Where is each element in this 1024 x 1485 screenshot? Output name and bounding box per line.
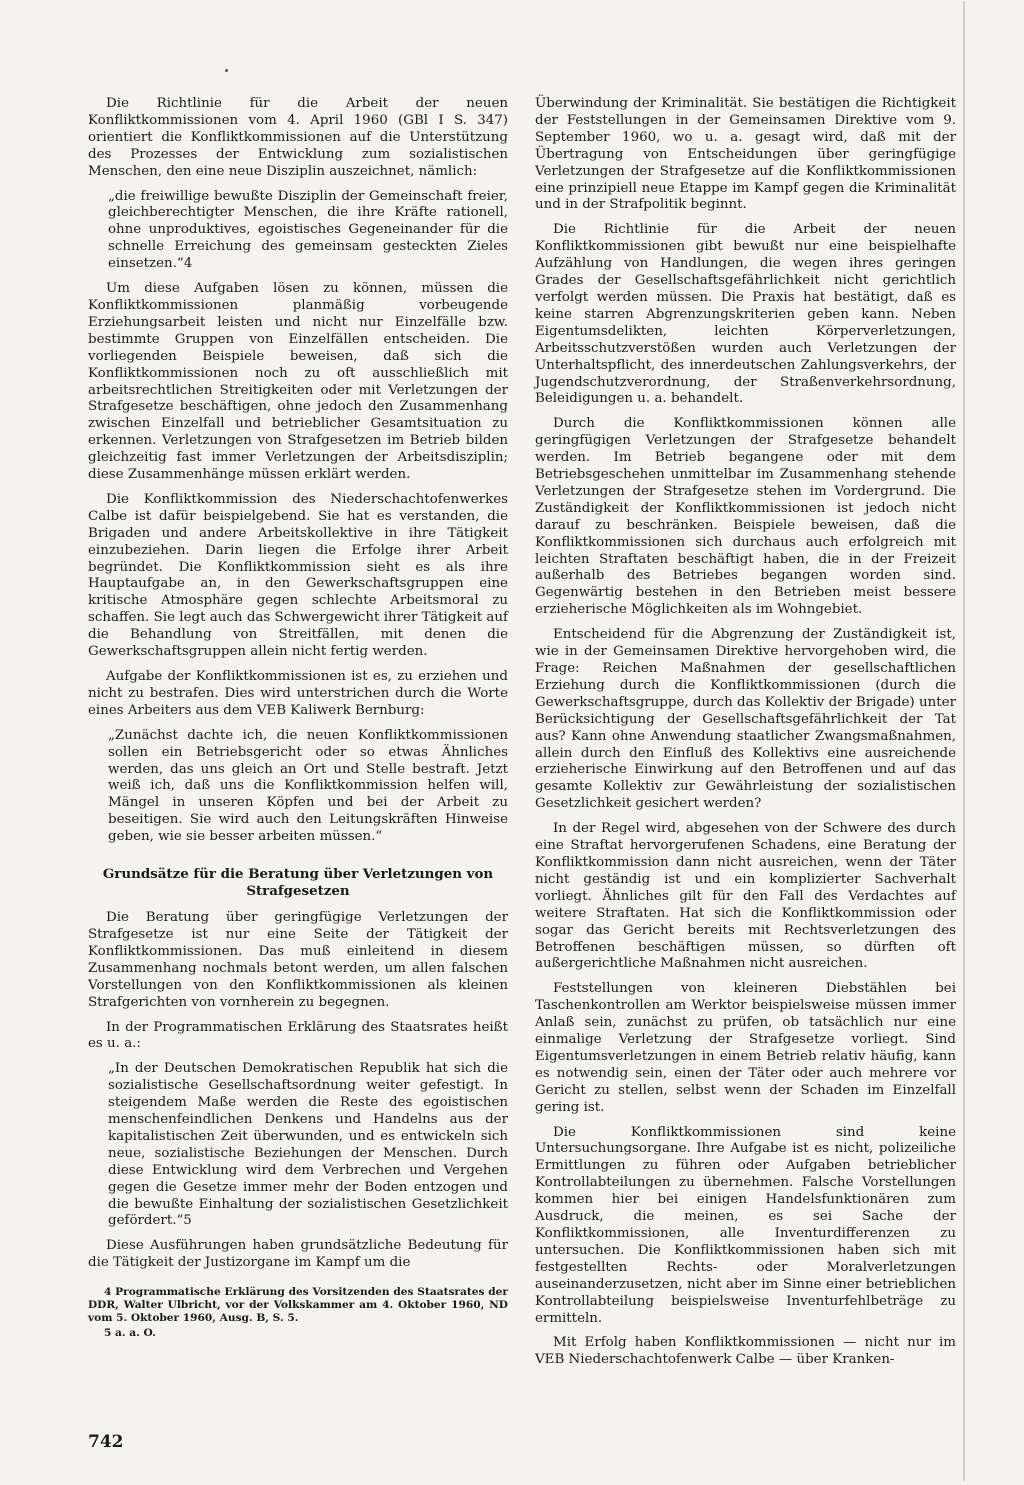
- speck-mark: [225, 69, 228, 72]
- paragraph: Überwindung der Kriminalität. Sie bestätigen die Richtigkeit der Feststellungen in der Gemeinsamen Direktive vom 9. September 1960, wo u. a. gesagt wird, daß mit der Übertragung von Entscheidungen über geringfügige Verletzungen der Strafgesetze auf die Konfliktkommissionen eine prinzipiell neue Etappe im Kampf gegen die Kriminalität und in der Strafpolitik beginnt.: [535, 96, 956, 213]
- section-heading: Grundsätze für die Beratung über Verletzungen von Strafgesetzen: [102, 866, 494, 900]
- right-column: [535, 96, 956, 1377]
- footnote: 5 a. a. O.: [104, 1327, 156, 1340]
- left-column: [88, 96, 508, 1342]
- page-edge: [963, 1, 965, 1481]
- footnotes: [88, 1286, 508, 1340]
- quote: „Zunächst dachte ich, die neuen Konfliktkommissionen sollen ein Betriebsgericht oder so etwas Ähnliches werden, das uns gleich an Ort und Stelle bestraft. Jetzt weiß ich, daß uns die Konfliktkommission helfen will, Mängel in unseren Köpfen und bei der Arbeit zu beseitigen. Sie wird auch den Leitungskräften Hinweise geben, wie sie besser arbeiten müssen.“: [108, 727, 508, 845]
- footnote: 4 Programmatische Erklärung des Vorsitzenden des Staatsrates der DDR, Walter Ulbricht, vor der Volkskammer am 4. Oktober 1960, ND vom 5. Oktober 1960, Ausg. B, S. 5.: [88, 1286, 508, 1325]
- paragraph: Aufgabe der Konfliktkommissionen ist es, zu erziehen und nicht zu bestrafen. Dies wird unterstrichen durch die Worte eines Arbeiters aus dem VEB Kaliwerk Bernburg:: [88, 669, 508, 718]
- quote: „die freiwillige bewußte Disziplin der Gemeinschaft freier, gleichberechtigter Menschen, die ihre Kräfte rationell, ohne unproduktives, egoistisches Gegeneinander für die schnelle Erreichung des gemeinsam gesteckten Zieles einsetzen.“4: [108, 188, 508, 272]
- paragraph: Die Beratung über geringfügige Verletzungen der Strafgesetze ist nur eine Seite der Tätigkeit der Konfliktkommissionen. Das muß einleitend in diesem Zusammenhang nochmals betont werden, um allen falschen Vorstellungen von den Konfliktkommissionen als kleinen Strafgerichten von vornherein zu begegnen.: [88, 910, 508, 1010]
- quote: „In der Deutschen Demokratischen Republik hat sich die sozialistische Gesellschaftsordnung weiter gefestigt. In steigendem Maße werden die Reste des egoistischen menschenfeindlichen Denkens und Handelns aus der kapitalistischen Zeit überwunden, und es entwickeln sich neue, sozialistische Beziehungen der Menschen. Durch diese Entwicklung wird dem Verbrechen und Vergehen gegen die Gesetze immer mehr der Boden entzogen und die bewußte Einhaltung der sozialistischen Gesetzlichkeit gefördert.“5: [108, 1061, 508, 1229]
- paragraph: Entscheidend für die Abgrenzung der Zuständigkeit ist, wie in der Gemeinsamen Direktive hervorgehoben wird, die Frage: Reichen Maßnahmen der gesellschaftlichen Erziehung durch die Konfliktkommissionen (durch die Gewerkschaftsgruppe, durch das Kollektiv der Brigade) unter Berücksichtigung der Gesellschaftsgefährlichkeit der Tat aus? Kann ohne Anwendung staatlicher Zwangsmaßnahmen, allein durch den Einfluß des Kollektivs eine ausreichende erzieherische Einwirkung auf den Betroffenen und auf das gesamte Kollektiv zur Gewährleistung der sozialistischen Gesetzlichkeit gesichert werden?: [535, 627, 956, 812]
- paragraph: Die Konfliktkommission des Niederschachtofenwerkes Calbe ist dafür beispielgebend. Sie hat es verstanden, die Brigaden und andere Arbeitskollektive in ihre Tätigkeit einzubeziehen. Darin liegen die Erfolge ihrer Arbeit begründet. Die Konfliktkommission sieht es als ihre Hauptaufgabe an, in den Gewerkschaftsgruppen eine kritische Atmosphäre gegen schlechte Arbeitsmoral zu schaffen. Sie legt auch das Schwergewicht ihrer Tätigkeit auf die Behandlung von Streitfällen, mit denen die Gewerkschaftsgruppen allein nicht fertig werden.: [88, 491, 508, 660]
- paragraph: In der Regel wird, abgesehen von der Schwere des durch eine Straftat hervorgerufenen Schadens, eine Beratung der Konfliktkommission dann nicht ausreichen, wenn der Täter nicht geständig ist und ein komplizierter Sachverhalt vorliegt. Ähnliches gilt für den Fall des Verdachtes auf weitere Straftaten. Hat sich die Konfliktkommission oder sogar das Gericht bereits mit Rechtsverletzungen des Betroffenen beschäftigen müssen, so dürften oft außergerichtliche Maßnahmen nicht ausreichen.: [535, 821, 956, 972]
- paragraph: Diese Ausführungen haben grundsätzliche Bedeutung für die Tätigkeit der Justizorgane im Kampf um die: [88, 1238, 508, 1271]
- paragraph: Feststellungen von kleineren Diebstählen bei Taschenkontrollen am Werktor beispielsweise müssen immer Anlaß sein, zunächst zu prüfen, ob tatsächlich nur eine einmalige Verletzung der Strafgesetze vorliegt. Sind Eigentumsverletzungen in einem Betrieb relativ häufig, kann es notwendig sein, einen der Täter oder auch mehrere vor Gericht zu stellen, selbst wenn der Schaden im Einzelfall gering ist.: [535, 981, 956, 1115]
- paragraph: Die Konfliktkommissionen sind keine Untersuchungsorgane. Ihre Aufgabe ist es nicht, polizeiliche Ermittlungen zu führen oder Aufgaben betrieblicher Kontrollabteilungen zu übernehmen. Falsche Vorstellungen kommen hier bei einigen Handelsfunktionären zum Ausdruck, die meinen, es sei Sache der Konfliktkommissionen, alle Inventurdifferenzen zu untersuchen. Die Konfliktkommissionen haben sich mit festgestellten Rechts- oder Moralverletzungen auseinanderzusetzen, nicht aber im Sinne einer betrieblichen Kontrollabteilung beispielsweise Inventurfehlbeträge zu ermitteln.: [535, 1124, 956, 1326]
- paragraph: Mit Erfolg haben Konfliktkommissionen — nicht nur im VEB Niederschachtofenwerk Calbe — über Kranken-: [535, 1335, 956, 1368]
- page-number: 742: [88, 1432, 124, 1452]
- paragraph: Durch die Konfliktkommissionen können alle geringfügigen Verletzungen der Strafgesetze behandelt werden. Im Betrieb begangene oder mit dem Betriebsgeschehen unmittelbar im Zusammenhang stehende Verletzungen der Strafgesetze stehen im Vordergrund. Die Zuständigkeit der Konfliktkommissionen ist jedoch nicht darauf zu beschränken. Beispiele beweisen, daß die Konfliktkommissionen sich durchaus auch erfolgreich mit leichten Straftaten beschäftigt haben, die in der Freizeit außerhalb des Betriebes begangen worden sind. Gegenwärtig bestehen in den Betrieben meist bessere erzieherische Möglichkeiten als im Wohngebiet.: [535, 416, 956, 618]
- paragraph: Um diese Aufgaben lösen zu können, müssen die Konfliktkommissionen planmäßig vorbeugende Erziehungsarbeit leisten und nicht nur Einzelfälle bzw. bestimmte Gruppen von Einzelfällen entscheiden. Die vorliegenden Beispiele beweisen, daß sich die Konfliktkommissionen noch zu oft ausschließlich mit arbeitsrechtlichen Streitigkeiten oder mit Verletzungen der Strafgesetze beschäftigen, ohne jedoch den Zusammenhang zwischen Einzelfall und betrieblicher Gesamtsituation zu erkennen. Verletzungen von Strafgesetzen im Betrieb bilden gleichzeitig fast immer Verletzungen der Arbeitsdisziplin; diese Zusammenhänge müssen erklärt werden.: [88, 281, 508, 483]
- paragraph: Die Richtlinie für die Arbeit der neuen Konfliktkommissionen vom 4. April 1960 (GBl I S. 347) orientiert die Konfliktkommissionen auf die Unterstützung des Prozesses der Entwicklung zum sozialistischen Menschen, den eine neue Disziplin auszeichnet, nämlich:: [88, 96, 508, 179]
- paragraph: Die Richtlinie für die Arbeit der neuen Konfliktkommissionen gibt bewußt nur eine beispielhafte Aufzählung von Handlungen, die wegen ihres geringen Grades der Gesellschaftsgefährlichkeit nicht gerichtlich verfolgt werden müssen. Die Praxis hat bestätigt, daß es keine starren Abgrenzungskriterien geben kann. Neben Eigentumsdelikten, leichten Körperverletzungen, Arbeitsschutzverstößen wurden auch Verletzungen der Unterhaltspflicht, des innerdeutschen Zahlungsverkehrs, der Jugendschutzverordnung, der Straßenverkehrsordnung, Beleidigungen u. a. behandelt.: [535, 222, 956, 407]
- paragraph: In der Programmatischen Erklärung des Staatsrates heißt es u. a.:: [88, 1019, 508, 1052]
